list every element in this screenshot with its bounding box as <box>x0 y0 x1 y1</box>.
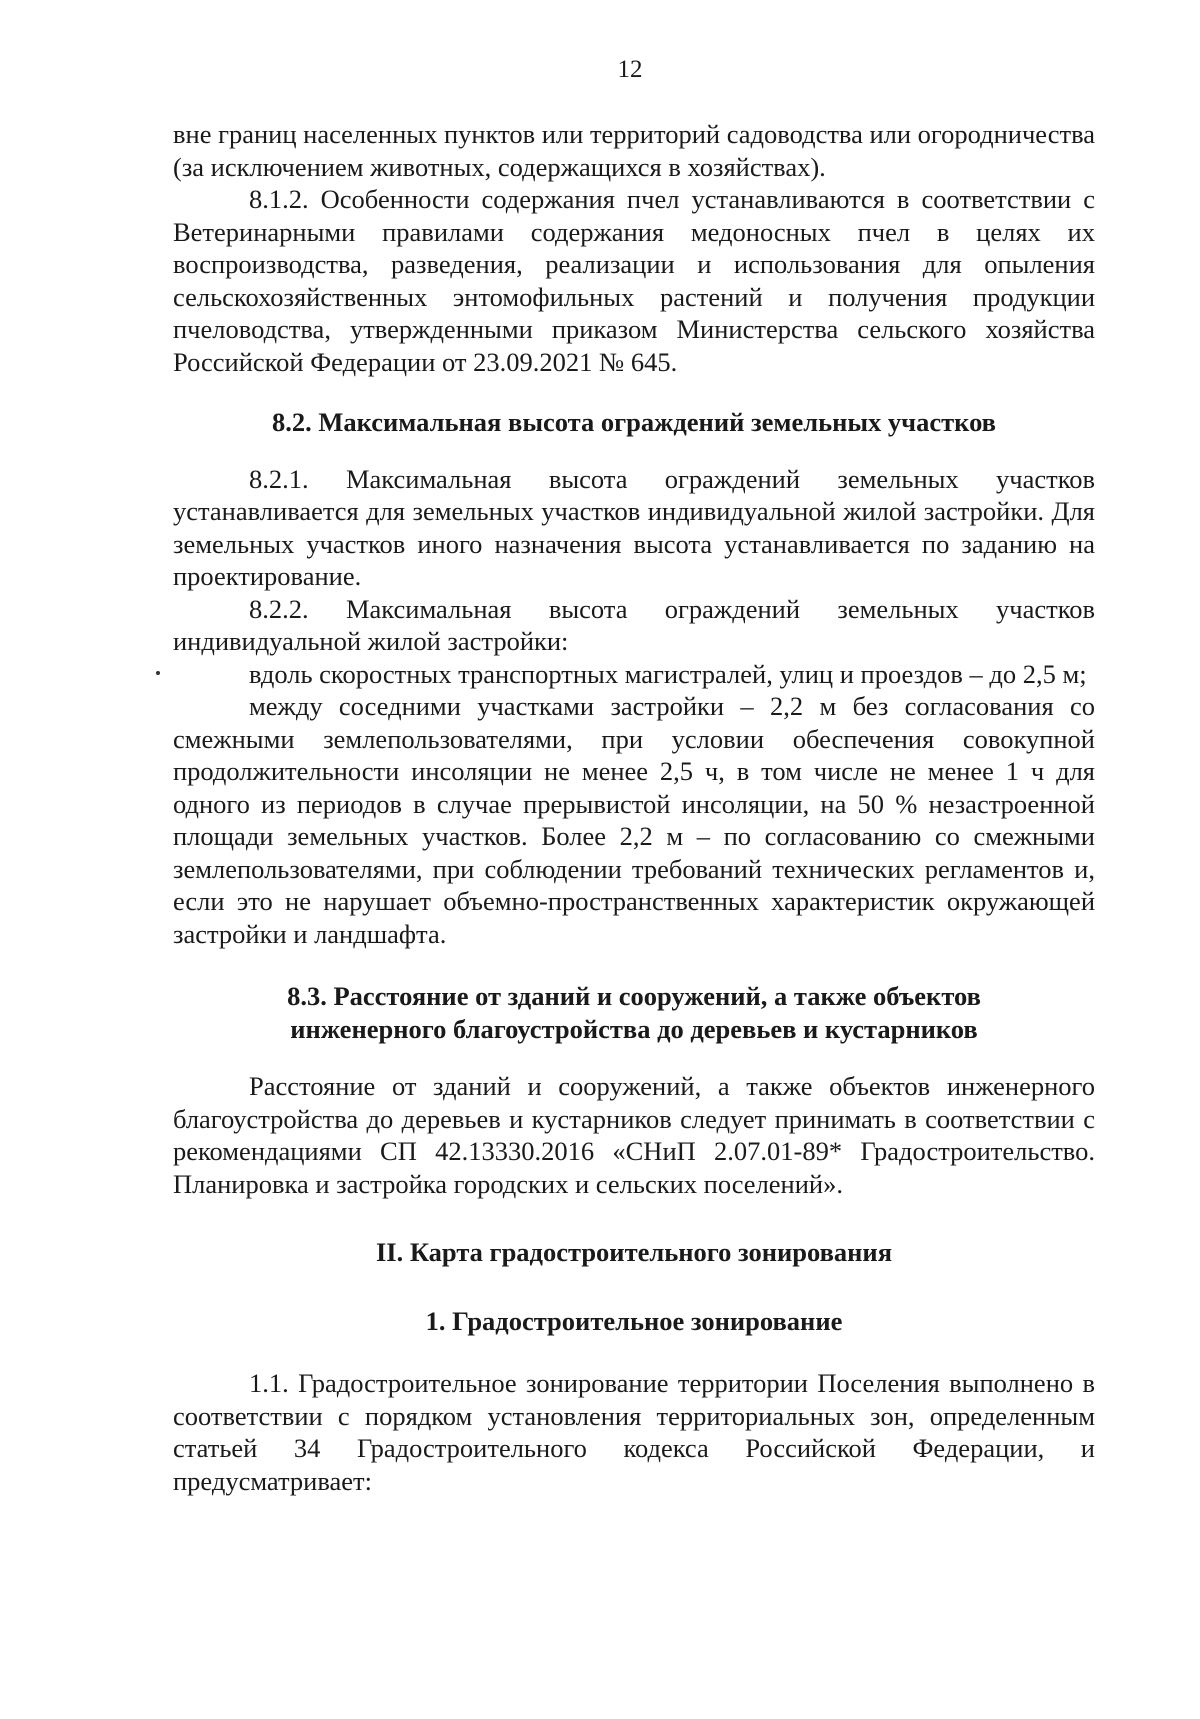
spacer <box>173 950 1095 980</box>
paragraph-continuation: вне границ населенных пунктов или территорий садоводства или огородничества (за исключением животных, содержащихся в хозяйствах). <box>173 119 1095 182</box>
spacer <box>173 1200 1095 1236</box>
paragraph-8-2-2: 8.2.2. Максимальная высота ограждений земельных участков индивидуальной жилой застройки: <box>173 593 1095 656</box>
paragraph-8-2-1: 8.2.1. Максимальная высота ограждений земельных участков устанавливается для земельных участков индивидуальной жилой застройки. Для земельных участков иного назначения высота устанавливается по заданию на проектирование. <box>173 463 1095 591</box>
scan-speck <box>156 671 160 675</box>
page-number: 12 <box>617 56 643 83</box>
paragraph-8-3: Расстояние от зданий и сооружений, а также объектов инженерного благоустройства до деревьев и кустарников следует принимать в соответствии с рекомендациями СП 42.13330.2016 «СНиП 2.07.01-89* Градостроительство. Планировка и застройка городских и сельских поселений». <box>173 1071 1095 1199</box>
spacer <box>173 439 1095 463</box>
spacer <box>173 1269 1095 1305</box>
document-body <box>173 118 1095 1497</box>
section-heading-1: 1. Градостроительное зонирование <box>425 1305 843 1336</box>
list-item-roads: вдоль скоростных транспортных магистралей, улиц и проездов – до 2,5 м; <box>249 658 1087 689</box>
list-item-neighbors: между соседними участками застройки – 2,2 м без согласования со смежными землепользователями, при условии обеспечения совокупной продолжительности инсоляции не менее 2,5 ч, в том числе не менее 1 ч для одного из периодов в случае прерывистой инсоляции, на 50 % незастроенной площади земельных участков. Более 2,2 м – по согласованию со смежными землепользователями, при соблюдении требований технических регламентов и, если это не нарушает объемно-пространственных характеристик окружающей застройки и ландшафта. <box>173 691 1095 949</box>
spacer <box>173 378 1095 406</box>
section-heading-8-2: 8.2. Максимальная высота ограждений земельных участков <box>272 407 996 437</box>
chapter-heading-ii: II. Карта градостроительного зонирования <box>375 1237 893 1267</box>
paragraph-8-1-2: 8.1.2. Особенности содержания пчел устанавливаются в соответствии с Ветеринарными правилами содержания медоносных пчел в целях их воспроизводства, разведения, реализации и использования для опыления сельскохозяйственных энтомофильных растений и получения продукции пчеловодства, утвержденными приказом Министерства сельского хозяйства Российской Федерации от 23.09.2021 № 645. <box>173 184 1095 377</box>
paragraph-1-1: 1.1. Градостроительное зонирование территории Поселения выполнено в соответствии с порядком установления территориальных зон, определенным статьей 34 Градостроительного кодекса Российской Федерации, и предусматривает: <box>173 1368 1095 1496</box>
spacer <box>173 1337 1095 1367</box>
spacer <box>173 1045 1095 1070</box>
section-heading-8-3-line2: инженерного благоустройства до деревьев и кустарников <box>290 1013 978 1044</box>
section-heading-8-3-line1: 8.3. Расстояние от зданий и сооружений, а также объектов <box>287 981 981 1011</box>
